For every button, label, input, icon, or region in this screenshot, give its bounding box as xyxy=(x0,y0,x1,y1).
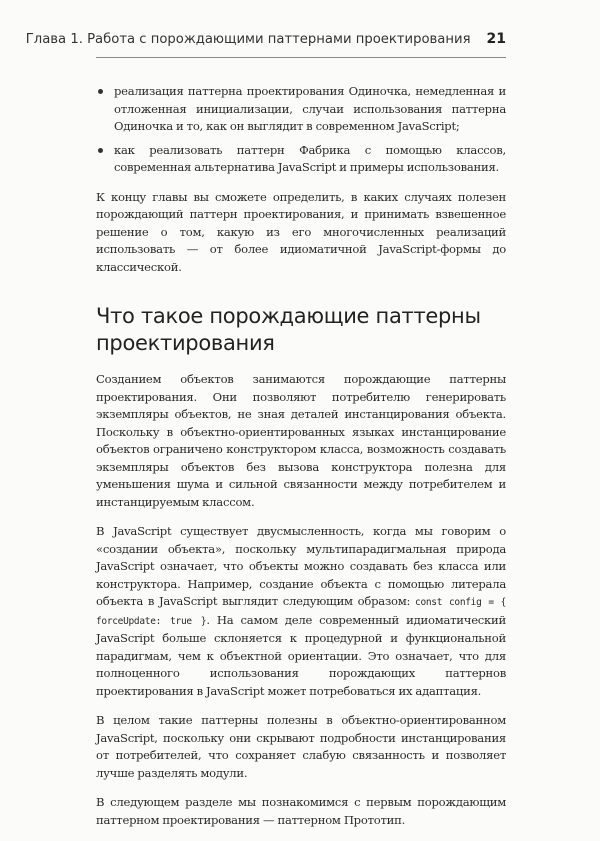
bullet-item xyxy=(96,83,506,136)
header-divider xyxy=(96,57,506,58)
bullet-text: реализация паттерна проектирования Одиночка, немедленная и отложенная инициализации, случаи использования паттерна Одиночка и то, как он выглядит в современном JavaScript; xyxy=(114,84,506,133)
bullet-item xyxy=(96,142,506,177)
body-paragraph: В следующем разделе мы познакомимся с первым порождающим паттерном проектирования — паттерном Прототип. xyxy=(96,795,506,827)
running-title: Глава 1. Работа с порождающими паттернами проектирования xyxy=(25,31,471,47)
body-paragraph: В целом такие паттерны полезны в объектно-ориентированном JavaScript, поскольку они скрывают подробности инстанцирования от потребителей, что сохраняет слабую связанность и позволяет лучше разделять модули. xyxy=(96,713,506,780)
inline-code: const config = { forceUpdate: true } xyxy=(96,597,506,627)
bullet-text: как реализовать паттерн Фабрика с помощью классов, современная альтернатива JavaScript и примеры использования. xyxy=(114,142,506,174)
page-header xyxy=(25,28,506,50)
body-paragraph: Созданием объектов занимаются порождающие паттерны проектирования. Они позволяют потребителю генерировать экземпляры объектов, не зная деталей инстанцирования объекта. Поскольку в объектно-ориентированных языках инстанцирование объектов ограничено конструктором класса, возможность создавать экземпляры объектов без вызова конструктора полезна для уменьшения шума и сильной связанности между потребителем и инстанцируемым классом. xyxy=(96,372,506,509)
bullet-icon xyxy=(98,89,103,94)
section-heading: Что такое порождающие паттерны проектирования xyxy=(96,304,481,355)
paragraph-text: . На самом деле современный идиоматический JavaScript больше склоняется к процедурной и функциональной парадигмам, чем к объектной ориентации. Это означает, что для полноценного использования порождающих паттернов проектирования в JavaScript может потребоваться их адаптация. xyxy=(96,612,506,698)
bullet-icon xyxy=(98,148,103,153)
body-paragraph-with-code xyxy=(96,523,506,700)
page-number: 21 xyxy=(486,31,506,47)
page-body xyxy=(96,83,506,841)
paragraph-text: В JavaScript существует двусмысленность, когда мы говорим о «создании объекта», поскольку мультипарадигмальная природа JavaScript означает, что объекты можно создавать без класса или конструктора. Например, создание объекта с помощью литерала объекта в JavaScript выглядит следующим образом: xyxy=(96,524,506,608)
bullet-list xyxy=(96,83,506,177)
intro-paragraph: К концу главы вы сможете определить, в каких случаях полезен порождающий паттерн проектирования, и принимать взвешенное решение о том, какую из его многочисленных реализаций использовать — от более идиоматичной JavaScript-формы до классической. xyxy=(96,189,506,274)
